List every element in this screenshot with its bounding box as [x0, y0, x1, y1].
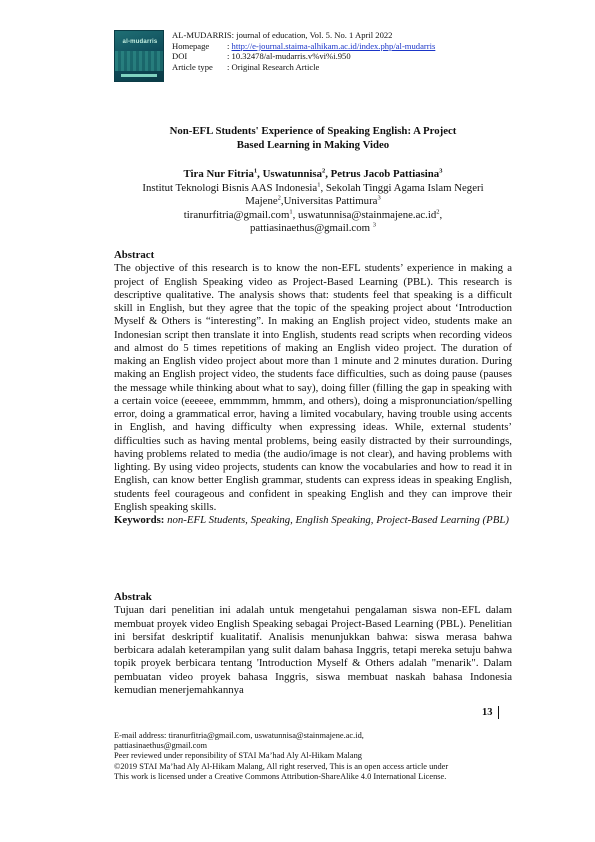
email-3[interactable]: pattiasinaethus@gmail.com: [250, 222, 373, 234]
author-3-sup: 3: [439, 167, 443, 175]
email-3-sup: 3: [372, 221, 376, 229]
doi-label: DOI: [172, 51, 188, 62]
journal-logo-label: al-mudarris: [122, 39, 158, 45]
author-3: , Petrus Jacob Pattiasina: [325, 168, 440, 180]
homepage-row: [172, 41, 435, 52]
author-1-sup: 1: [253, 167, 258, 175]
doi-value: : 10.32478/al-mudarris.v%vi%i.950: [227, 51, 351, 62]
footer-email-line: E-mail address: tiranurfitria@gmail.com, uswatunnisa@stainmajene.ac.id,: [114, 731, 364, 740]
keywords-label: Keywords:: [114, 514, 165, 526]
email-1-sup: 1: [289, 207, 293, 215]
email-3-prefix: ,: [439, 208, 443, 221]
abstrak-section: [114, 591, 512, 697]
footer-copyright: ©2019 STAI Ma’had Aly Al-Hikam Malang, All right reserved, This is an open access article under: [114, 761, 449, 771]
author-2-sup: 2: [321, 167, 326, 175]
abstract-text: The objective of this research is to know the non-EFL students’ experience in making a project of English Speaking video as Project-Based Learning (PBL). This research is descriptive qualitative. The analysis shows that: students feel that speaking is a difficult skill in English, but they agree that the topic of the speaking project about ‘Introduction Myself & Others is “interesting”. In making an English project video, students make an Indonesian script then translate it into English, students read scripts when recording videos and almost do 5 times repetitions of making an English video project. The duration of making an English video project about more than 1 minute and 2 minutes duration. During making an English project video, the students face difficulties, such as doing pause (pauses the message while thinking about what to say), doing filler (filling the gap in speaking with a certain voice (eeeeee, emmmmm, hmmm, and others), doing a mispronunciation/spelling error, doing a grammatical error, having a limited vocabulary, having trouble using accents in English, and having difficulty when expressing ideas. While, external students’ difficulties such as having mental problems, being easily distracted by their surroundings, having problems related to media (the audio/image is not clear), and having problems with lighting. By using video projects, students can know the vocabularies and how to read it in English, can know better English grammar, students can express ideas in speaking English, students feel courageous and confident in speaking English and they can improve their English speaking skills.: [114, 262, 512, 513]
paper-title: [114, 125, 512, 152]
journal-metadata: [172, 30, 435, 72]
author-names: [114, 168, 512, 182]
footer-peer-review: Peer reviewed under reponsibility of STAI Ma’had Aly Al-Hikam Malang: [114, 751, 362, 761]
page-number: 13: [482, 706, 499, 719]
abstrak-heading: Abstrak: [114, 591, 152, 603]
footer-email-line-2: pattiasinaethus@gmail.com: [114, 741, 208, 751]
email-1[interactable]: tiranurfitria@gmail.com: [183, 208, 290, 221]
affiliation-2: , Sekolah Tinggi Agama Islam Negeri Majene: [245, 181, 484, 207]
affiliation-2-sup: 2: [277, 194, 281, 202]
keywords: [114, 514, 512, 527]
keywords-value: non-EFL Students, Speaking, English Speaking, Project-Based Learning (PBL): [164, 514, 509, 526]
journal-cover-logo: [114, 30, 164, 82]
affiliation-3-sup: 3: [377, 194, 381, 202]
affiliation-1: Institut Teknologi Bisnis AAS Indonesia: [142, 181, 318, 194]
author-1: Tira Nur Fitria: [183, 168, 254, 180]
affiliations: [114, 182, 512, 209]
author-block: [114, 168, 512, 236]
author-2: , Uswatunnisa: [257, 168, 322, 180]
page-footer: [114, 731, 512, 782]
article-type-row: [172, 62, 435, 73]
paper-title-line-2: Based Learning in Making Video: [236, 138, 390, 151]
affiliation-1-sup: 1: [317, 180, 321, 188]
paper-title-line-1: Non-EFL Students' Experience of Speaking English: A Project: [169, 125, 457, 137]
journal-logo-pattern: [115, 51, 163, 71]
email-2[interactable]: , uswatunnisa@stainmajene.ac.id: [292, 208, 437, 221]
journal-name: AL-MUDARRIS: journal of education, Vol. 5. No. 1 April 2022: [172, 30, 393, 40]
author-emails: [114, 209, 512, 236]
doi-row: [172, 51, 435, 62]
journal-name-row: [172, 30, 435, 41]
article-type-value: : Original Research Article: [227, 61, 320, 72]
abstract-section: [114, 249, 512, 527]
footer-license: This work is licensed under a Creative Commons Attribution-ShareAlike 4.0 International License.: [114, 771, 447, 781]
homepage-colon: :: [227, 40, 232, 51]
journal-logo-bar: [121, 74, 157, 77]
article-type-label: Article type: [172, 61, 213, 72]
affiliation-3: ,Universitas Pattimura: [280, 195, 378, 207]
abstract-heading: Abstract: [114, 249, 155, 261]
email-2-sup: 2: [436, 207, 440, 215]
homepage-label: Homepage: [172, 40, 210, 51]
homepage-link[interactable]: http://e-journal.staima-alhikam.ac.id/index.php/al-mudarris: [231, 40, 436, 51]
abstrak-text: Tujuan dari penelitian ini adalah untuk mengetahui pengalaman siswa non-EFL dalam membuat proyek video English Speaking sebagai Project-Based Learning (PBL). Penelitian ini bersifat deskriptif kualitatif. Analisis menunjukkan bahwa: siswa merasa bahwa berbicara adalah keterampilan yang sulit dalam bahasa Inggris, tetapi mereka setuju bahwa topik proyek berbicara tentang 'Introduction Myself & Others adalah "menarik". Dalam pembuatan video proyek bahasa Inggris, siswa membuat naskah bahasa Indonesia kemudian menerjemahkannya: [114, 604, 512, 696]
